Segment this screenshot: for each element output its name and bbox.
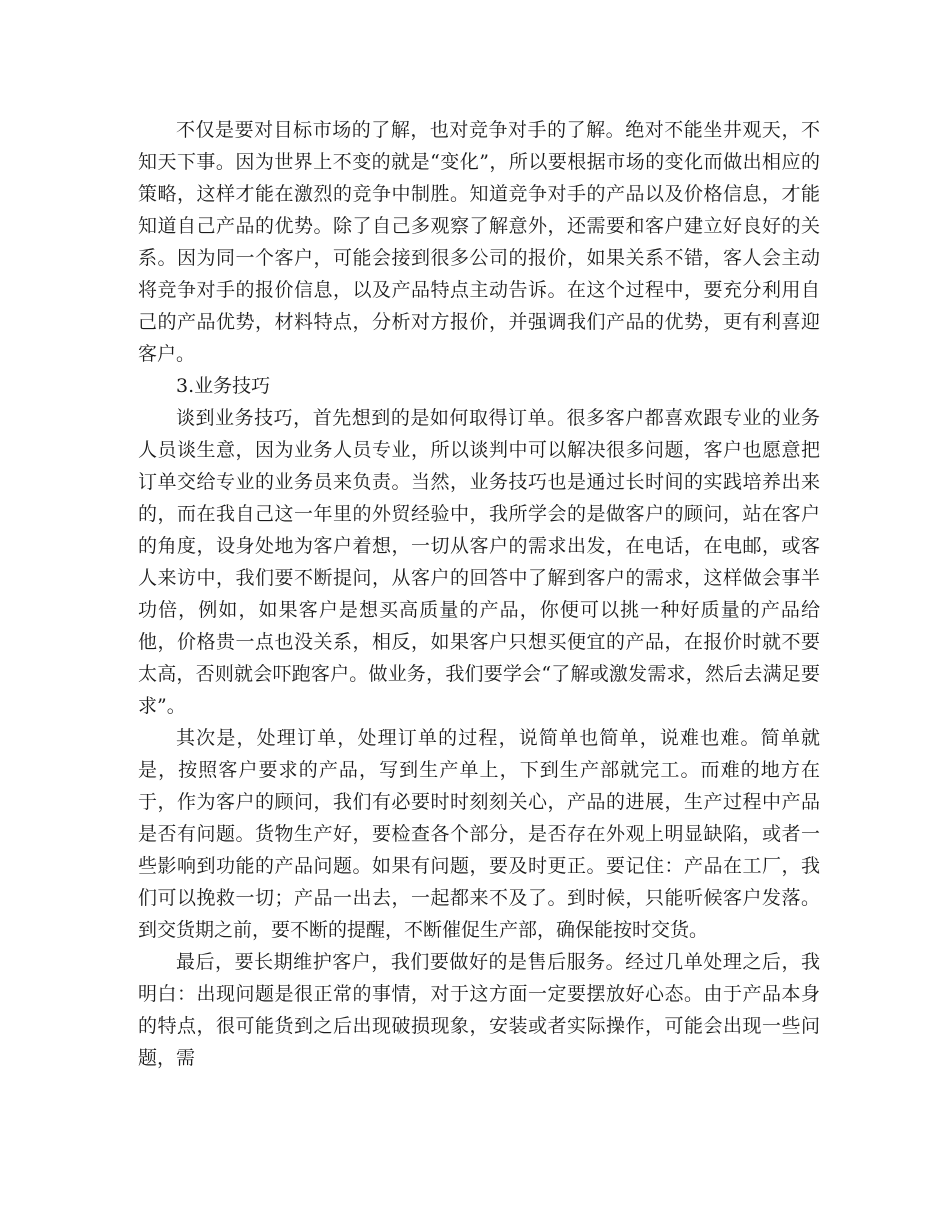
paragraph-competition: 不仅是要对目标市场的了解，也对竞争对手的了解。绝对不能坐井观天，不知天下事。因为世界上不变的就是“变化”，所以要根据市场的变化而做出相应的策略，这样才能在激烈的竞争中制胜。知道竞争对手的产品以及价格信息，才能知道自己产品的优势。除了自己多观察了解意外，还需要和客户建立好良好的关系。因为同一个客户，可能会接到很多公司的报价，如果关系不错，客人会主动将竞争对手的报价信息，以及产品特点主动告诉。在这个过程中，要充分利用自己的产品优势，材料特点，分析对方报价，并强调我们产品的优势，更有利喜迎客户。 bbox=[138, 119, 820, 365]
paragraph-order-handling: 其次是，处理订单，处理订单的过程，说简单也简单，说难也难。简单就是，按照客户要求的产品，写到生产单上，下到生产部就完工。而难的地方在于，作为客户的顾问，我们有必要时时刻刻关心，产品的进展，生产过程中产品是否有问题。货物生产好，要检查各个部分，是否存在外观上明显缺陷，或者一些影响到功能的产品问题。如果有问题，要及时更正。要记住：产品在工厂，我们可以挽救一切；产品一出去，一起都来不及了。到时候，只能听候客户发落。到交货期之前，要不断的提醒，不断催促生产部，确保能按时交货。 bbox=[138, 727, 820, 941]
paragraph-business-skills: 谈到业务技巧，首先想到的是如何取得订单。很多客户都喜欢跟专业的业务人员谈生意，因为业务人员专业，所以谈判中可以解决很多问题，客户也愿意把订单交给专业的业务员来负责。当然，业务技巧也是通过长时间的实践培养出来的，而在我自己这一年里的外贸经验中，我所学会的是做客户的顾问，站在客户的角度，设身处地为客户着想，一切从客户的需求出发，在电话，在电邮，或客人来访中，我们要不断提问，从客户的回答中了解到客户的需求，这样做会事半功倍，例如，如果客户是想买高质量的产品，你便可以挑一种好质量的产品给他，价格贵一点也没关系，相反，如果客户只想买便宜的产品，在报价时就不要太高，否则就会吓跑客户。做业务，我们要学会“了解或激发需求，然后去满足要求”。 bbox=[138, 407, 820, 717]
paragraph-after-sales: 最后，要长期维护客户，我们要做好的是售后服务。经过几单处理之后，我明白：出现问题是很正常的事情，对于这方面一定要摆放好心态。由于产品本身的特点，很可能货到之后出现破损现象，安装或者实际操作，可能会出现一些问题，需 bbox=[138, 951, 820, 1069]
section-heading-business-skills: 3.业务技巧 bbox=[176, 375, 271, 397]
document-body bbox=[138, 114, 820, 1074]
